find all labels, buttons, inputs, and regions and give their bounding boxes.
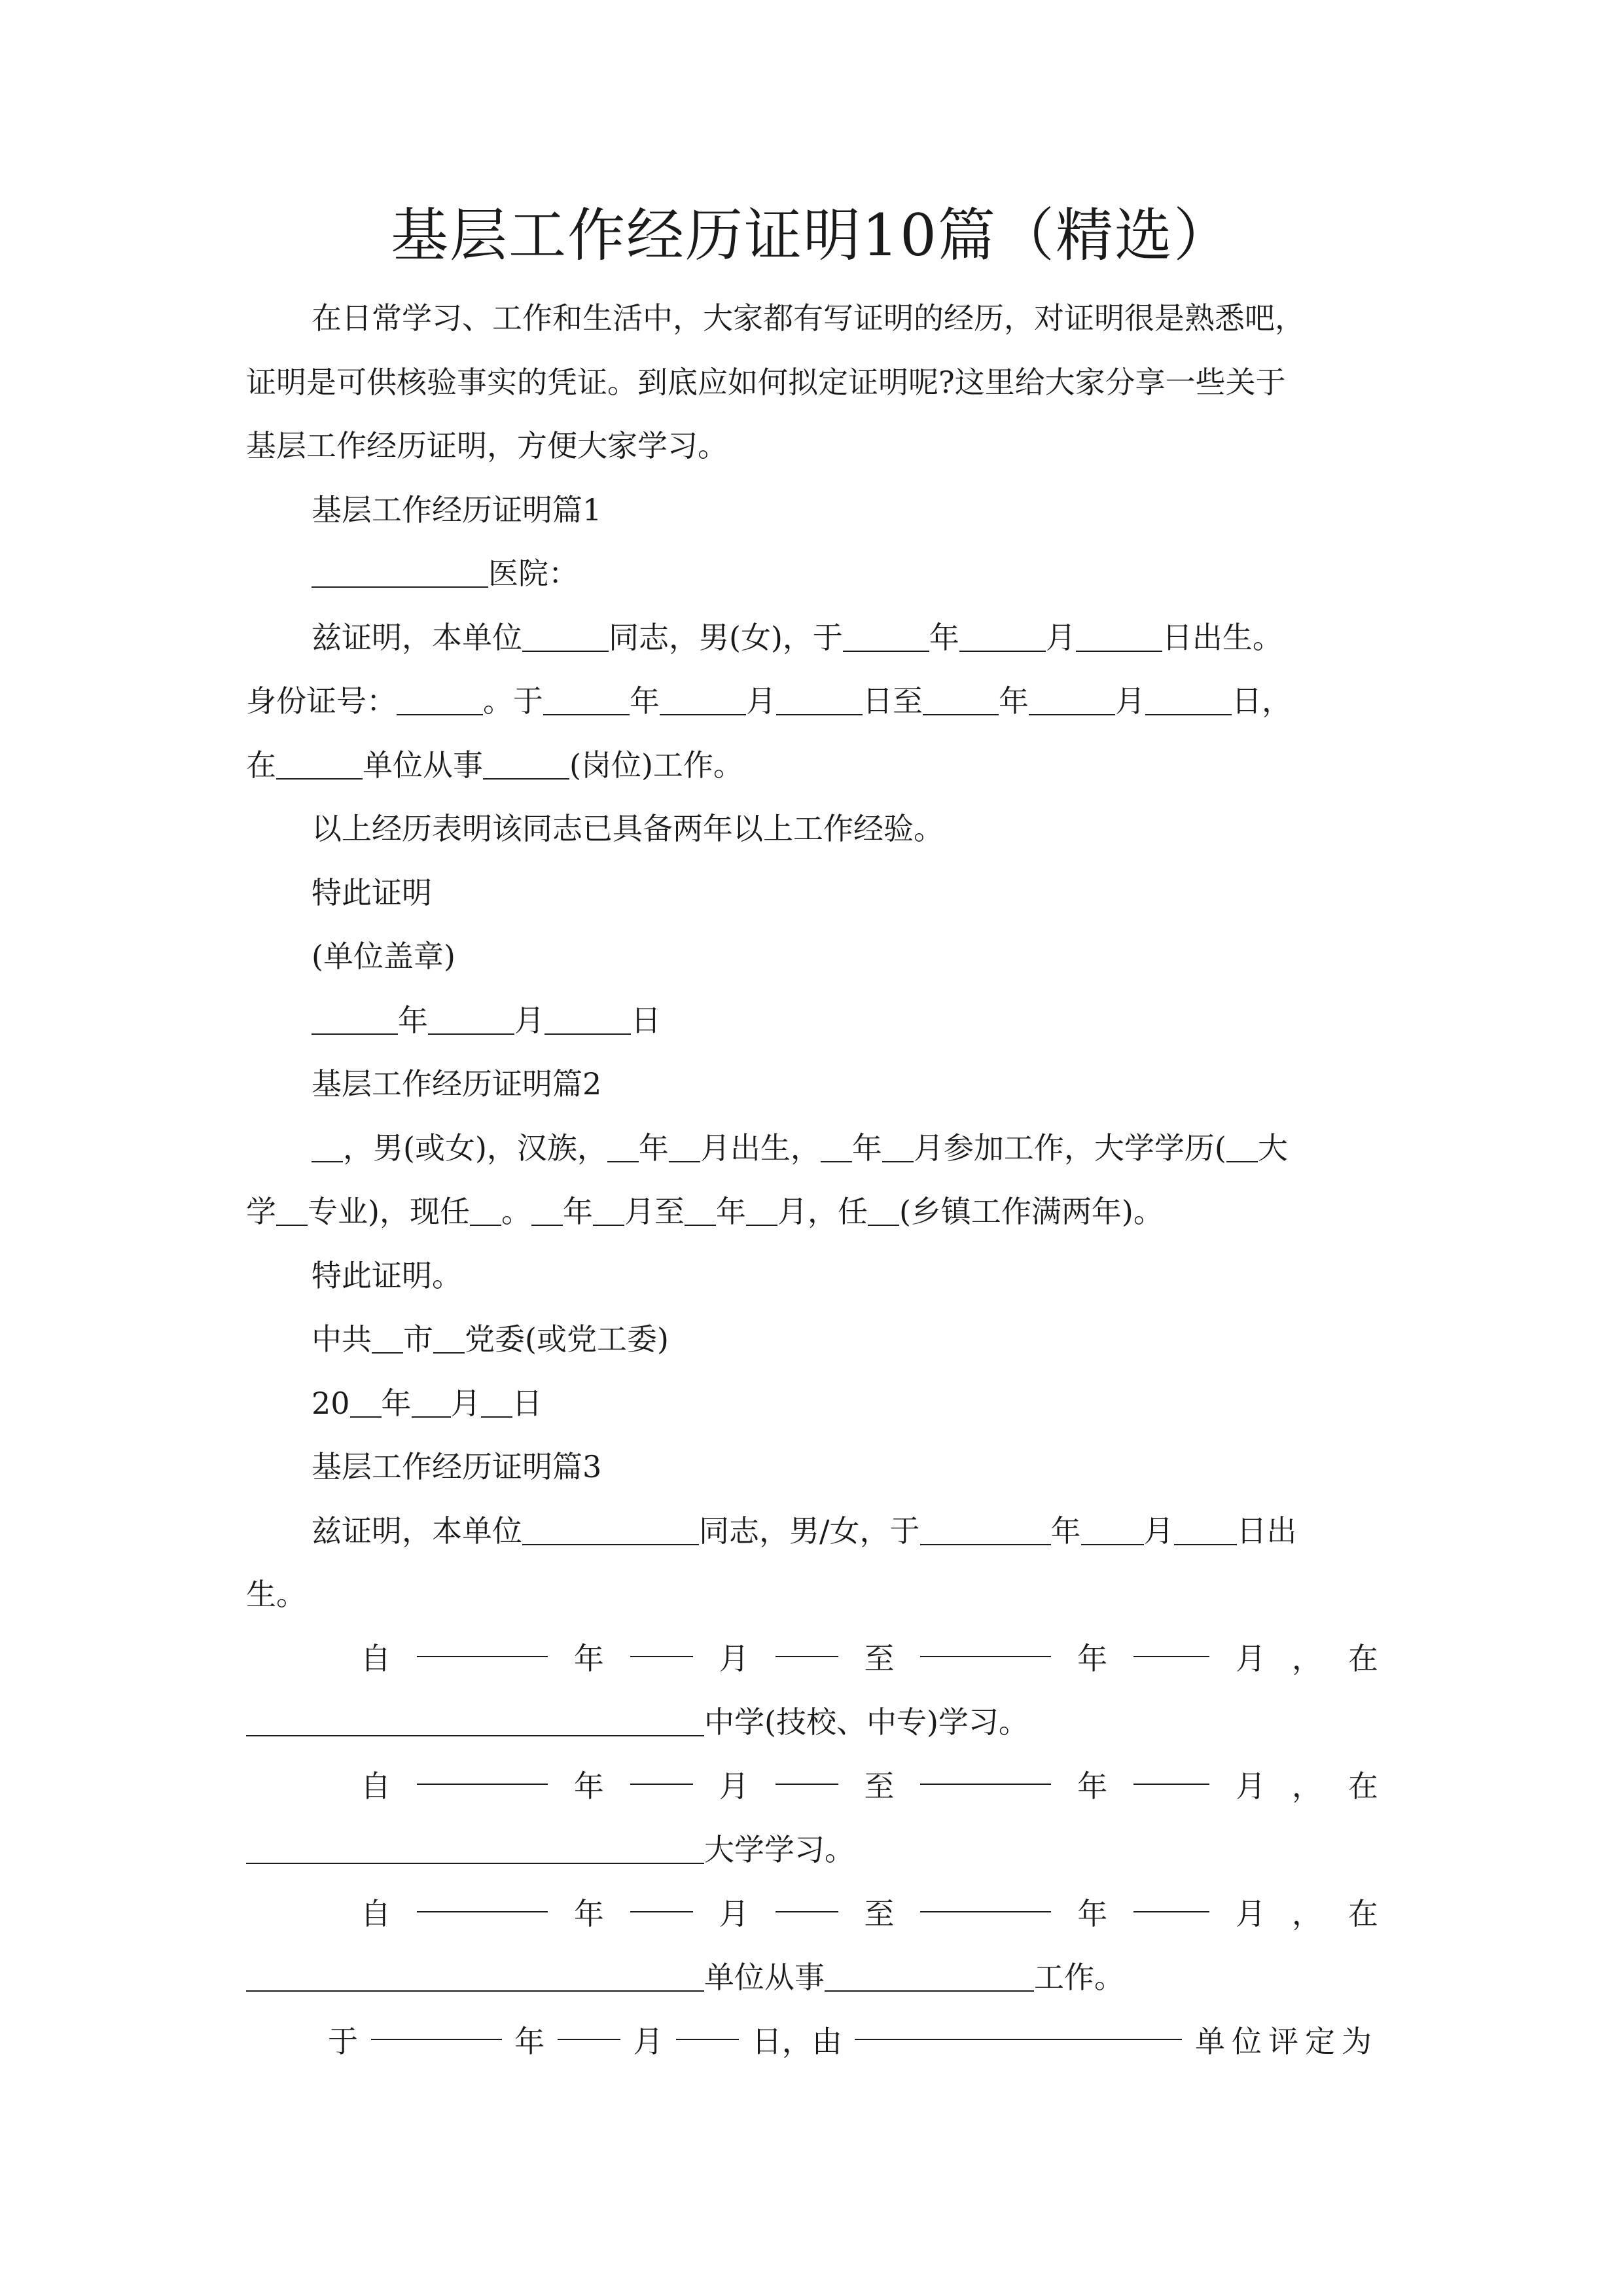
- blank-field: [372, 1323, 403, 1354]
- blank-field: [417, 1755, 548, 1785]
- blank-field: [676, 2010, 739, 2040]
- body-line: [246, 1180, 1378, 1244]
- text-segment: 年: [1077, 1768, 1108, 1804]
- blank-field: [630, 1882, 693, 1912]
- text-segment: (乡镇工作满两年)。: [899, 1194, 1164, 1229]
- body-line: [246, 734, 1378, 798]
- body-line: [246, 797, 1378, 861]
- blank-field: [630, 1627, 693, 1657]
- text-segment: 年: [715, 1194, 746, 1229]
- blank-field: [470, 1196, 501, 1226]
- body-line: [246, 1563, 1378, 1627]
- blank-field: [522, 1515, 699, 1545]
- text-segment: 日至: [863, 683, 923, 719]
- text-segment: 月: [719, 1895, 749, 1931]
- blank-field: [868, 1196, 899, 1226]
- text-segment: 年: [562, 1194, 593, 1229]
- text-segment: 年: [1077, 1895, 1108, 1931]
- text-segment: 在: [246, 747, 276, 783]
- text-segment: ，: [1291, 1640, 1322, 1676]
- date-line: [246, 989, 1378, 1053]
- text-segment: 日，由: [751, 2023, 842, 2059]
- blank-field: [1029, 685, 1115, 715]
- blank-field: [920, 1755, 1051, 1785]
- text-segment: 市: [403, 1321, 433, 1357]
- text-segment: 年: [398, 1002, 428, 1038]
- text-segment: 月: [1236, 1768, 1266, 1804]
- blank-field: [1174, 1515, 1237, 1545]
- body-line: [246, 1117, 1378, 1181]
- text-segment: 月: [1236, 1895, 1266, 1931]
- intro-line: [246, 287, 1378, 351]
- text-segment: 日，: [1232, 683, 1292, 719]
- text-segment: 中学(技校、中专)学习。: [704, 1704, 1029, 1740]
- blank-field: [882, 1132, 914, 1162]
- text-segment: 大: [1257, 1130, 1288, 1166]
- blank-field: [417, 1882, 548, 1912]
- blank-field: [685, 1196, 716, 1226]
- text-segment: 兹证明，本单位: [312, 619, 522, 655]
- text-segment: 年: [999, 683, 1029, 719]
- blank-field: [412, 1388, 451, 1418]
- addressee-line: [246, 542, 1378, 606]
- blank-field: [1133, 1627, 1209, 1657]
- text-segment: 生。: [246, 1577, 306, 1612]
- body-line: [246, 1946, 1378, 2010]
- blank-field: [350, 1388, 382, 1418]
- text-segment: 至: [864, 1895, 895, 1931]
- text-segment: 年: [573, 1768, 604, 1804]
- blank-field: [433, 1323, 465, 1354]
- text-segment: 年: [573, 1640, 604, 1676]
- text-segment: 年: [630, 683, 660, 719]
- text-segment: 月: [1236, 1640, 1266, 1676]
- blank-field: [543, 685, 630, 715]
- blank-field: [312, 558, 488, 588]
- text-segment: 党委(或党工委): [465, 1321, 669, 1357]
- blank-field: [607, 1132, 639, 1162]
- text-segment: 兹证明，本单位: [312, 1513, 522, 1549]
- section-heading: [246, 478, 1378, 543]
- blank-field: [959, 622, 1046, 652]
- blank-field: [669, 1132, 700, 1162]
- text-segment: 身份证号：: [246, 683, 397, 719]
- period-line: [246, 1755, 1378, 1819]
- blank-field: [276, 1196, 308, 1226]
- seal-text: (单位盖章): [312, 939, 455, 974]
- text-segment: 月: [633, 2023, 664, 2059]
- body-line: [246, 925, 1378, 989]
- body-line: [246, 1691, 1378, 1755]
- document-body: [246, 287, 1378, 2073]
- blank-field: [522, 622, 609, 652]
- section-heading-text: 基层工作经历证明篇3: [312, 1449, 602, 1484]
- blank-field: [246, 1962, 704, 1992]
- blank-field: [1076, 622, 1162, 652]
- evaluation-line: [246, 2010, 1378, 2074]
- text-segment: 自: [361, 1640, 391, 1676]
- text-segment: 月: [719, 1768, 749, 1804]
- text-segment: 学: [246, 1194, 276, 1229]
- text-segment: 年: [851, 1130, 882, 1166]
- conclusion-text: 以上经历表明该同志已具备两年以上工作经验。: [312, 811, 944, 846]
- blank-field: [821, 1132, 852, 1162]
- blank-field: [1133, 1882, 1209, 1912]
- text-segment: 同志，男/女，于: [699, 1513, 920, 1549]
- blank-field: [483, 749, 569, 780]
- intro-text: 证明是可供核验事实的凭证。到底应如何拟定证明呢?这里给大家分享一些关于: [246, 364, 1286, 400]
- blank-field: [776, 1627, 838, 1657]
- body-line: [246, 606, 1378, 670]
- text-segment: 年: [514, 2023, 545, 2059]
- text-segment: 20: [312, 1385, 350, 1421]
- blank-field: [276, 749, 363, 780]
- blank-field: [544, 1005, 631, 1035]
- blank-field: [776, 685, 863, 715]
- intro-line: [246, 414, 1378, 478]
- text-segment: 自: [361, 1768, 391, 1804]
- text-segment: 在: [1347, 1768, 1378, 1804]
- text-segment: 年: [638, 1130, 669, 1166]
- text-segment: 月参加工作，大学学历(: [913, 1130, 1226, 1166]
- text-segment: 月: [719, 1640, 749, 1676]
- blank-field: [246, 1834, 704, 1864]
- text-segment: ，: [1291, 1895, 1322, 1931]
- blank-field: [920, 1515, 1051, 1545]
- section-heading-text: 基层工作经历证明篇1: [312, 492, 602, 528]
- text-segment: 月至: [624, 1194, 685, 1229]
- text-segment: 月出生，: [700, 1130, 821, 1166]
- period-line: [246, 1627, 1378, 1691]
- date-line: [246, 1372, 1378, 1436]
- blank-field: [397, 685, 483, 715]
- text-segment: 在: [1347, 1640, 1378, 1676]
- blank-field: [481, 1388, 512, 1418]
- period-line: [246, 1882, 1378, 1946]
- blank-field: [825, 1962, 1034, 1992]
- blank-field: [660, 685, 746, 715]
- certify-text: 特此证明。: [312, 1257, 462, 1293]
- text-segment: 月: [746, 683, 776, 719]
- body-line: [246, 1244, 1378, 1308]
- intro-text: 在日常学习、工作和生活中，大家都有写证明的经历，对证明很是熟悉吧，: [312, 300, 1305, 336]
- blank-field: [558, 2010, 620, 2040]
- blank-field: [428, 1005, 514, 1035]
- body-line: [246, 670, 1378, 734]
- blank-field: [776, 1882, 838, 1912]
- text-segment: 日出生。: [1162, 619, 1283, 655]
- blank-field: [312, 1005, 398, 1035]
- text-segment: 月: [450, 1385, 481, 1421]
- blank-field: [246, 1706, 704, 1736]
- blank-field: [312, 1132, 343, 1162]
- text-segment: 年: [1077, 1640, 1108, 1676]
- text-segment: 日: [631, 1002, 661, 1038]
- text-segment: 月: [1143, 1513, 1174, 1549]
- blank-field: [593, 1196, 624, 1226]
- org-line: [246, 1308, 1378, 1372]
- text-segment: 月: [514, 1002, 544, 1038]
- text-segment: 同志，男(女)，于: [609, 619, 843, 655]
- text-segment: 。于: [483, 683, 543, 719]
- text-segment: 月，任: [777, 1194, 868, 1229]
- text-segment: 年: [381, 1385, 412, 1421]
- body-line: [246, 1818, 1378, 1882]
- text-segment: 年: [573, 1895, 604, 1931]
- blank-field: [855, 2010, 1182, 2040]
- text-segment: 大学学习。: [704, 1832, 855, 1867]
- text-segment: 日: [512, 1385, 543, 1421]
- blank-field: [843, 622, 929, 652]
- blank-field: [630, 1755, 693, 1785]
- text-segment: (岗位)工作。: [569, 747, 743, 783]
- text-segment: 年: [1050, 1513, 1081, 1549]
- text-segment: 年: [929, 619, 959, 655]
- text-segment: 月: [1045, 619, 1076, 655]
- text-segment: 于: [328, 2023, 358, 2059]
- section-heading-text: 基层工作经历证明篇2: [312, 1066, 602, 1102]
- text-segment: 日出: [1236, 1513, 1297, 1549]
- blank-field: [417, 1627, 548, 1657]
- intro-text: 基层工作经历证明，方便大家学习。: [246, 428, 728, 463]
- blank-field: [531, 1196, 563, 1226]
- text-segment: 中共: [312, 1321, 372, 1357]
- blank-field: [1226, 1132, 1258, 1162]
- body-line: [246, 1499, 1378, 1564]
- blank-field: [1145, 685, 1232, 715]
- section-heading: [246, 1435, 1378, 1499]
- body-line: [246, 861, 1378, 925]
- text-segment: 单位从事: [704, 1960, 825, 1995]
- intro-line: [246, 351, 1378, 415]
- blank-field: [923, 685, 999, 715]
- certify-text: 特此证明: [312, 874, 432, 910]
- blank-field: [371, 2010, 502, 2040]
- blank-field: [746, 1196, 777, 1226]
- text-segment: 自: [361, 1895, 391, 1931]
- page-title: 基层工作经历证明10篇（精选）: [391, 202, 1232, 269]
- addressee-text: 医院：: [488, 556, 579, 591]
- text-segment: 工作。: [1034, 1960, 1124, 1995]
- text-segment: 。: [501, 1194, 531, 1229]
- text-segment: 专业)，现任: [308, 1194, 470, 1229]
- text-segment: ，男(或女)，汉族，: [343, 1130, 607, 1166]
- blank-field: [1133, 1755, 1209, 1785]
- text-segment: 至: [864, 1640, 895, 1676]
- section-heading: [246, 1052, 1378, 1117]
- blank-field: [1081, 1515, 1144, 1545]
- text-segment: 在: [1347, 1895, 1378, 1931]
- text-segment: ，: [1291, 1768, 1322, 1804]
- text-segment: 单位评定为: [1195, 2023, 1378, 2059]
- text-segment: 月: [1115, 683, 1145, 719]
- blank-field: [776, 1755, 838, 1785]
- text-segment: 单位从事: [363, 747, 483, 783]
- blank-field: [920, 1882, 1051, 1912]
- blank-field: [920, 1627, 1051, 1657]
- text-segment: 至: [864, 1768, 895, 1804]
